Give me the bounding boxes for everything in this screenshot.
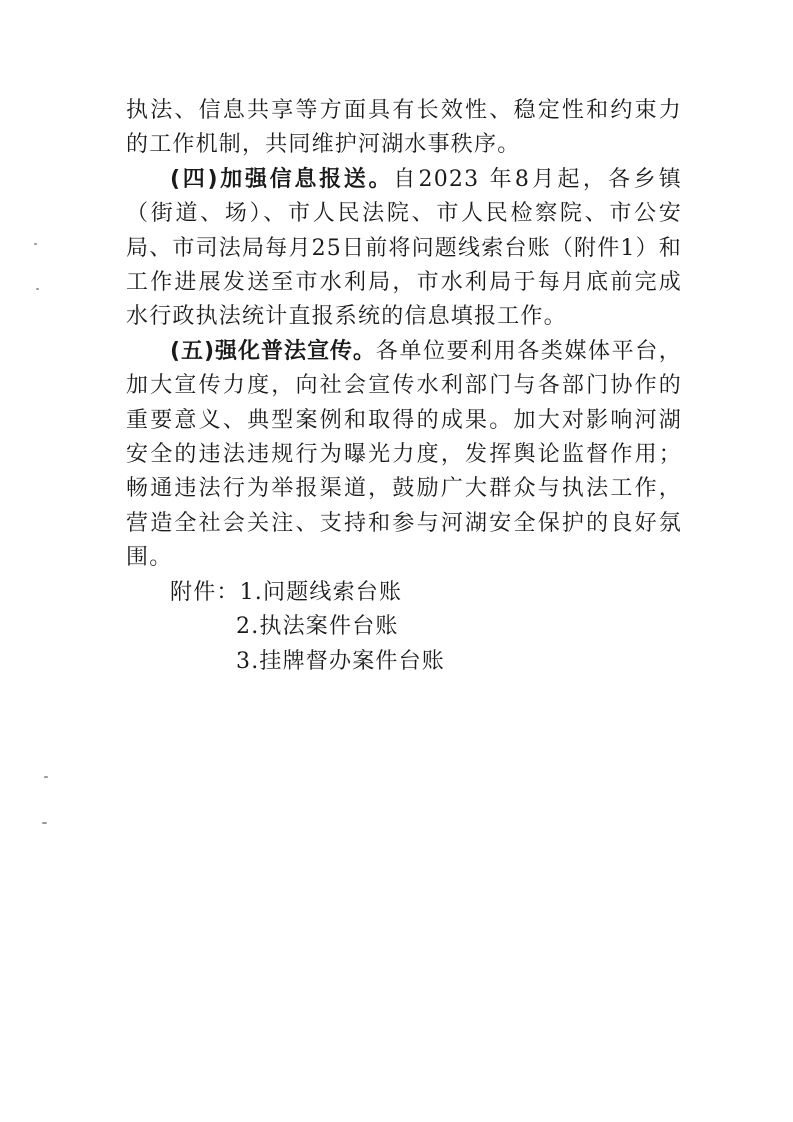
attachment-row	[126, 645, 682, 679]
scan-speck	[42, 822, 47, 824]
section-4-body: 自2023 年8月起，各乡镇（街道、场）、市人民法院、市人民检察院、市公安局、市司法局每月25日前将问题线索台账（附件1）和工作进展发送至市水利局，市水利局于每月底前完成水行政执法统计直报系统的信息填报工作。	[126, 166, 682, 330]
attachment-row	[126, 610, 682, 644]
attachment-row	[126, 576, 682, 610]
intro-text: 执法、信息共享等方面具有长效性、稳定性和约束力的工作机制，共同维护河湖水事秩序。	[126, 98, 682, 158]
scan-speck	[44, 776, 48, 778]
attachment-item-1: 1.问题线索台账	[239, 579, 403, 605]
intro-paragraph	[126, 94, 682, 163]
section-5-paragraph	[126, 335, 682, 576]
section-4-paragraph	[126, 163, 682, 335]
section-5-heading: (五)强化普法宣传。	[170, 338, 376, 364]
scan-speck	[36, 288, 39, 290]
section-5-body: 各单位要利用各类媒体平台，加大宣传力度，向社会宣传水利部门与各部门协作的重要意义、典型案例和取得的成果。加大对影响河湖安全的违法违规行为曝光力度，发挥舆论监督作用；畅通违法行为举报渠道，鼓励广大群众与执法工作，营造全社会关注、支持和参与河湖安全保护的良好氛围。	[126, 338, 682, 571]
attachments-label: 附件：	[170, 579, 240, 605]
section-4-heading: (四)加强信息报送。	[170, 166, 394, 192]
document-body	[126, 94, 682, 679]
attachments-list	[126, 576, 682, 679]
attachment-item-3: 3.挂牌督办案件台账	[236, 648, 445, 674]
scan-speck	[34, 243, 37, 245]
attachment-item-2: 2.执法案件台账	[236, 614, 399, 640]
